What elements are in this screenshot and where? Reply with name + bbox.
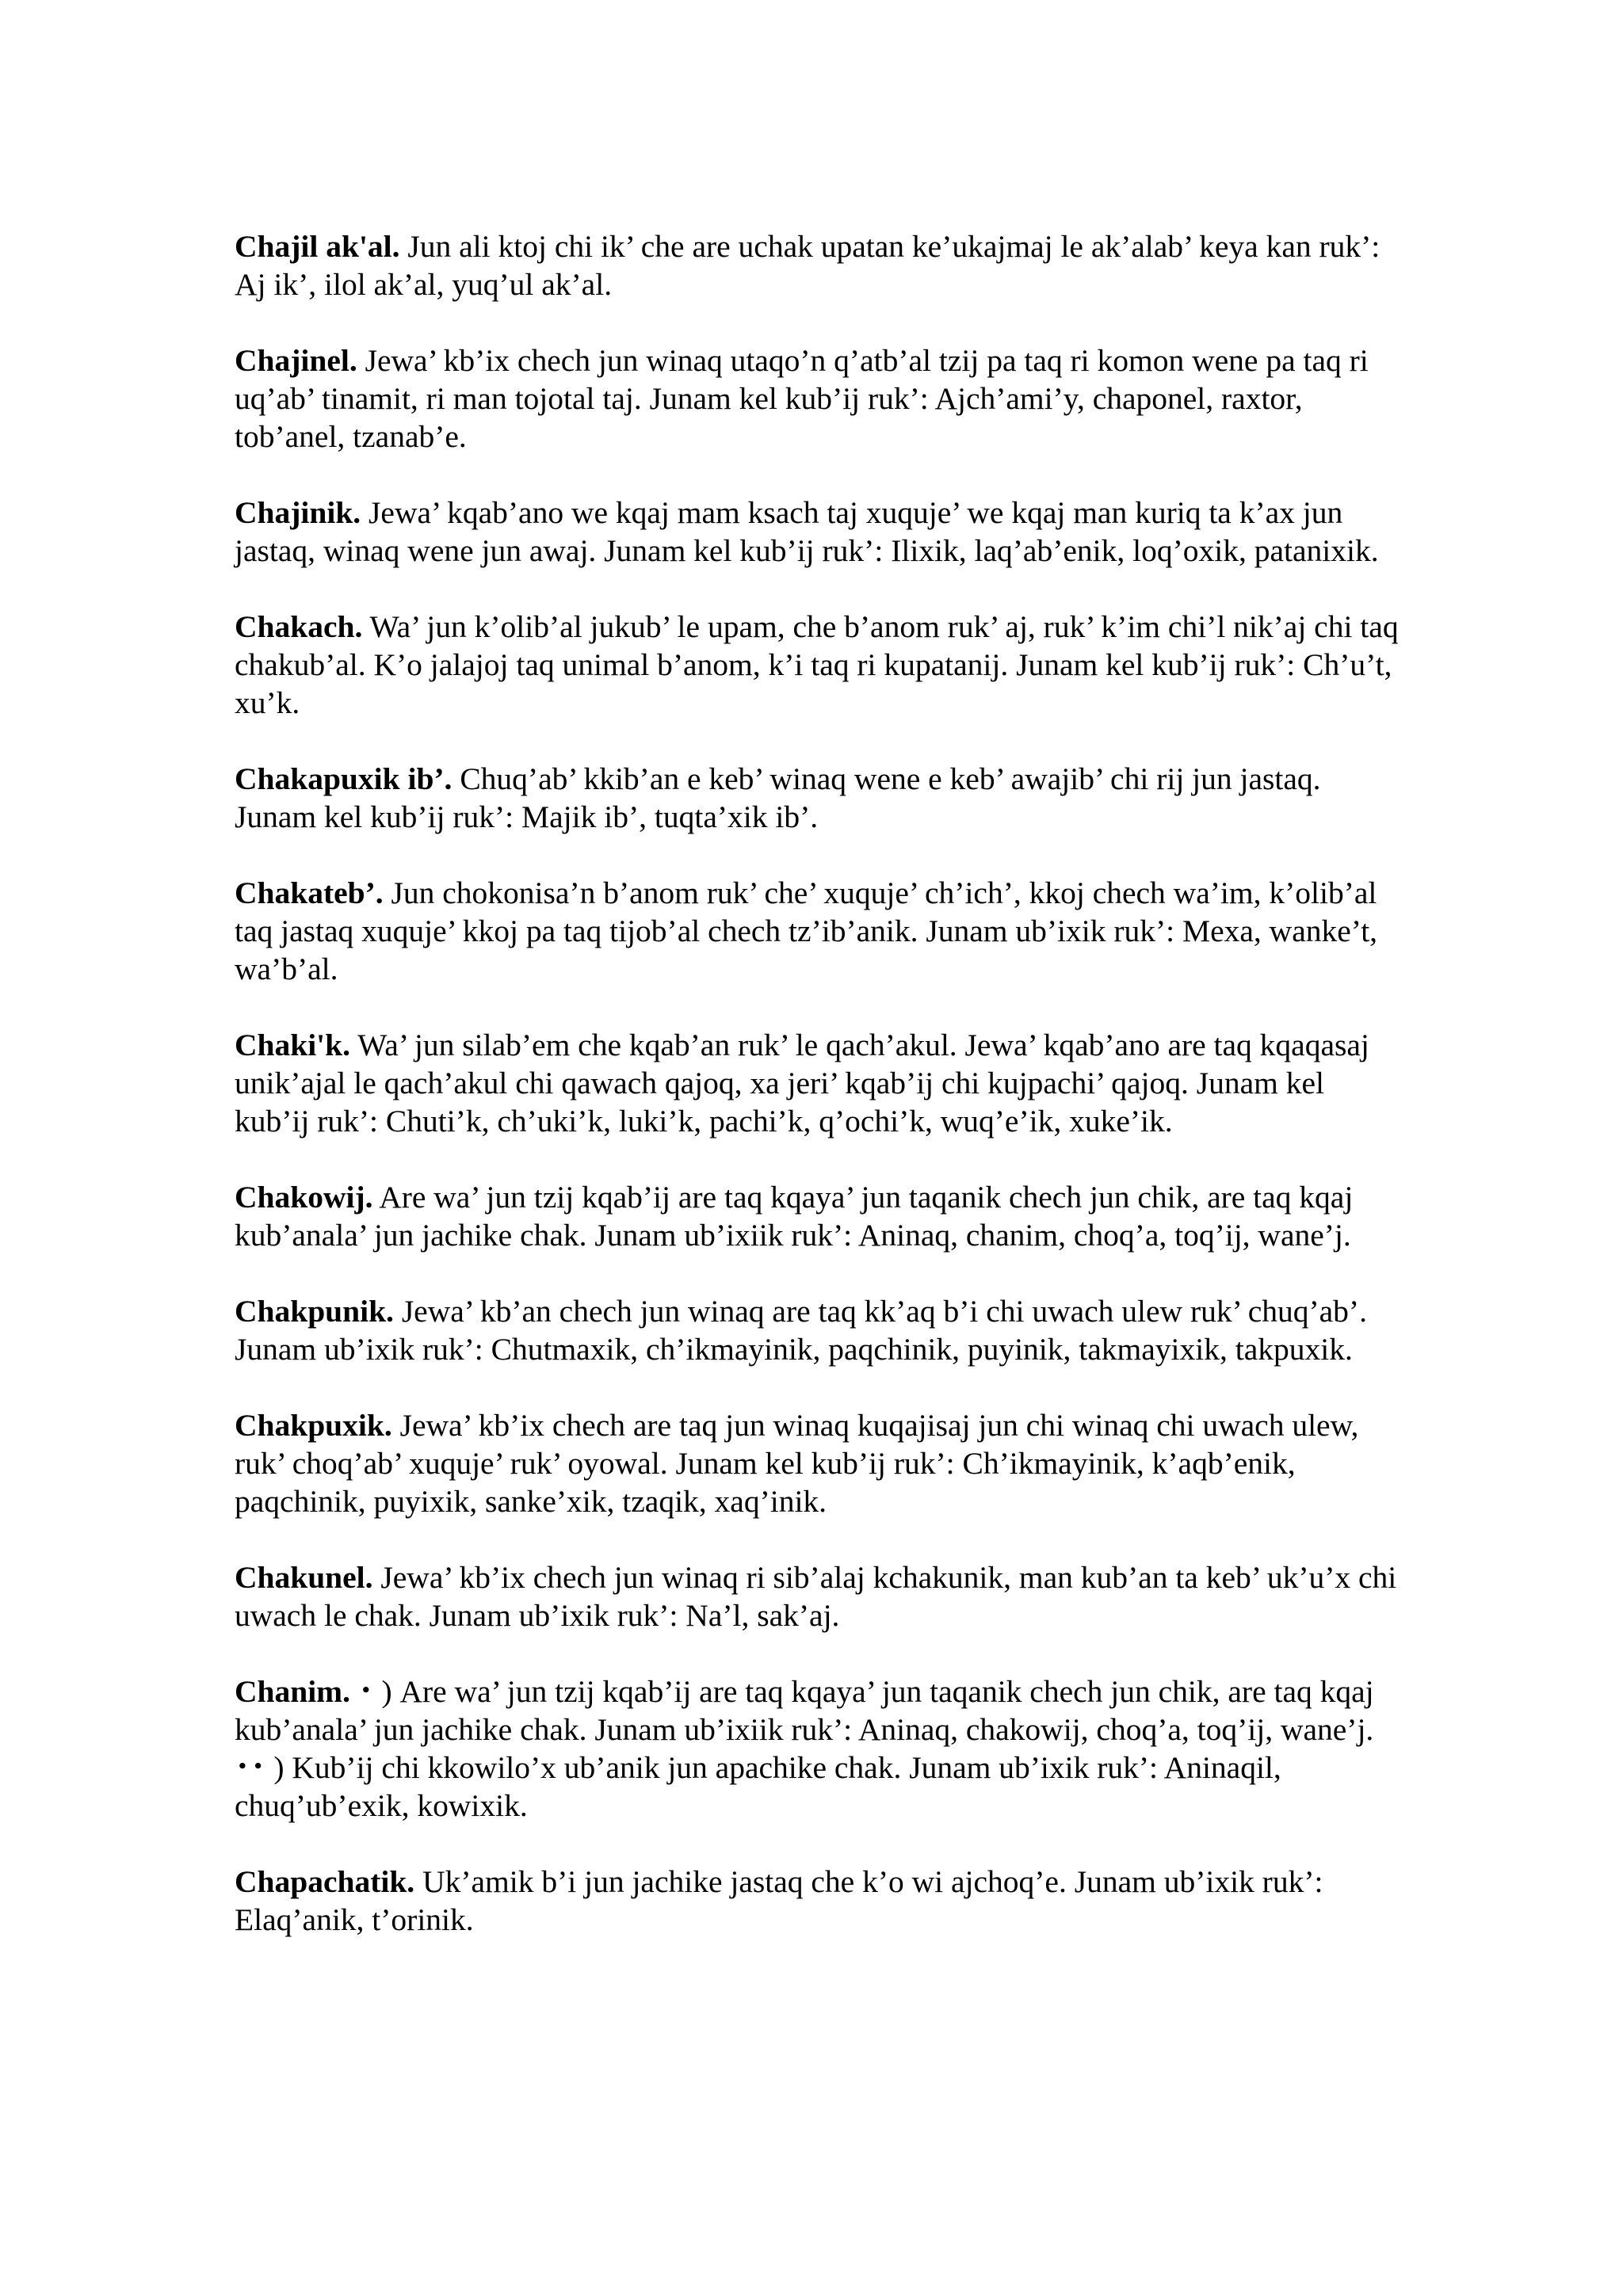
- entry-term: Chaki'k.: [235, 1028, 351, 1062]
- entry-term: Chakunel.: [235, 1560, 373, 1595]
- dictionary-entry: [235, 1026, 1400, 1140]
- entry-term: Chajil ak'al.: [235, 229, 400, 264]
- dictionary-entry: [235, 874, 1400, 988]
- entry-term: Chanim.: [235, 1674, 350, 1709]
- entry-definition: Jewa’ kb’ix chech jun winaq ri sib’alaj kchakunik, man kub’an ta keb’ uk’u’x chi uwach le chak. Junam ub’ixik ruk’: Na’l, sak’aj.: [235, 1560, 1397, 1633]
- entry-definition: Uk’amik b’i jun jachike jastaq che k’o wi ajchoq’e. Junam ub’ixik ruk’: Elaq’anik, t’orinik.: [235, 1864, 1323, 1937]
- dictionary-entry: [235, 1178, 1400, 1254]
- entry-definition: Chuq’ab’ kkib’an e keb’ winaq wene e keb’ awajib’ chi rij jun jastaq. Junam kel kub’ij ruk’: Majik ib’, tuqta’xik ib’.: [235, 761, 1321, 834]
- entry-term: Chajinel.: [235, 343, 357, 378]
- entry-definition: Jewa’ kqab’ano we kqaj mam ksach taj xuquje’ we kqaj man kuriq ta k’ax jun jastaq, winaq wene jun awaj. Junam kel kub’ij ruk’: Ilixik, laq’ab’enik, loq’oxik, patanixik.: [235, 495, 1379, 568]
- dictionary-entry: [235, 1863, 1400, 1939]
- entry-definition: Wa’ jun k’olib’al jukub’ le upam, che b’anom ruk’ aj, ruk’ k’im chi’l nik’aj chi taq chakub’al. K’o jalajoj taq unimal b’anom, k’i taq ri kupatanij. Junam kel kub’ij ruk’: Ch’u’t, xu’k.: [235, 609, 1399, 720]
- entry-definition: Jun chokonisa’n b’anom ruk’ che’ xuquje’ ch’ich’, kkoj chech wa’im, k’olib’al taq jastaq xuquje’ kkoj pa taq tijob’al chech tz’ib’anik. Junam ub’ixik ruk’: Mexa, wanke’t, wa’b’al.: [235, 875, 1378, 986]
- entry-definition: Jun ali ktoj chi ik’ che are uchak upatan ke’ukajmaj le ak’alab’ keya kan ruk’: Aj ik’, ilol ak’al, yuq’ul ak’al.: [235, 229, 1381, 302]
- entry-term: Chajinik.: [235, 495, 361, 530]
- entry-definition: Jewa’ kb’ix chech jun winaq utaqo’n q’atb’al tzij pa taq ri komon wene pa taq ri uq’ab’ tinamit, ri man tojotal taj. Junam kel kub’ij ruk’: Ajch’ami’y, chaponel, raxtor, tob’anel, tzanab’e.: [235, 343, 1369, 454]
- dictionary-entry: [235, 494, 1400, 570]
- entry-definition: Jewa’ kb’ix chech are taq jun winaq kuqajisaj jun chi winaq chi uwach ulew, ruk’ choq’ab’ xuquje’ ruk’ oyowal. Junam kel kub’ij ruk’: Ch’ikmayinik, k’aqb’enik, paqchinik, puyixik, sanke’xik, tzaqik, xaq’inik.: [235, 1408, 1359, 1519]
- dictionary-entry: [235, 1558, 1400, 1634]
- dictionary-entry: [235, 1406, 1400, 1520]
- entry-term: Chakach.: [235, 609, 363, 644]
- dictionary-entry: [235, 1672, 1400, 1825]
- dictionary-entry: [235, 760, 1400, 836]
- entry-term: Chapachatik.: [235, 1864, 415, 1899]
- entry-term: Chakpunik.: [235, 1294, 394, 1329]
- entry-term: Chakpuxik.: [235, 1408, 392, 1443]
- entry-definition: Wa’ jun silab’em che kqab’an ruk’ le qach’akul. Jewa’ kqab’ano are taq kqaqasaj unik’ajal le qach’akul chi qawach qajoq, xa jeri’ kqab’ij chi kujpachi’ qajoq. Junam kel kub’ij ruk’: Chuti’k, ch’uki’k, luki’k, pachi’k, q’ochi’k, wuq’e’ik, xuke’ik.: [235, 1028, 1369, 1138]
- entry-term: Chakateb’.: [235, 875, 384, 910]
- dictionary-page: [235, 227, 1400, 1977]
- dictionary-entry: [235, 608, 1400, 722]
- entry-term: Chakowij.: [235, 1180, 373, 1215]
- dictionary-entry: [235, 341, 1400, 456]
- entry-definition: Jewa’ kb’an chech jun winaq are taq kk’aq b’i chi uwach ulew ruk’ chuq’ab’. Junam ub’ixik ruk’: Chutmaxik, ch’ikmayinik, paqchinik, puyinik, takmayixik, takpuxik.: [235, 1294, 1367, 1367]
- dictionary-entry: [235, 1292, 1400, 1368]
- entry-definition: ･ ) Are wa’ jun tzij kqab’ij are taq kqaya’ jun taqanik chech jun chik, are taq kqaj kub’anala’ jun jachike chak. Junam ub’ixiik ruk’: Aninaq, chakowij, choq’a, toq’ij, wane’j. ･･ ) Kub’ij chi kkowilo’x ub’anik jun apachike chak. Junam ub’ixik ruk’: Aninaqil, chuq’ub’exik, kowixik.: [235, 1674, 1374, 1823]
- entry-definition: Are wa’ jun tzij kqab’ij are taq kqaya’ jun taqanik chech jun chik, are taq kqaj kub’anala’ jun jachike chak. Junam ub’ixiik ruk’: Aninaq, chanim, choq’a, toq’ij, wane’j.: [235, 1180, 1354, 1253]
- dictionary-entry: [235, 227, 1400, 303]
- entry-term: Chakapuxik ib’.: [235, 761, 453, 796]
